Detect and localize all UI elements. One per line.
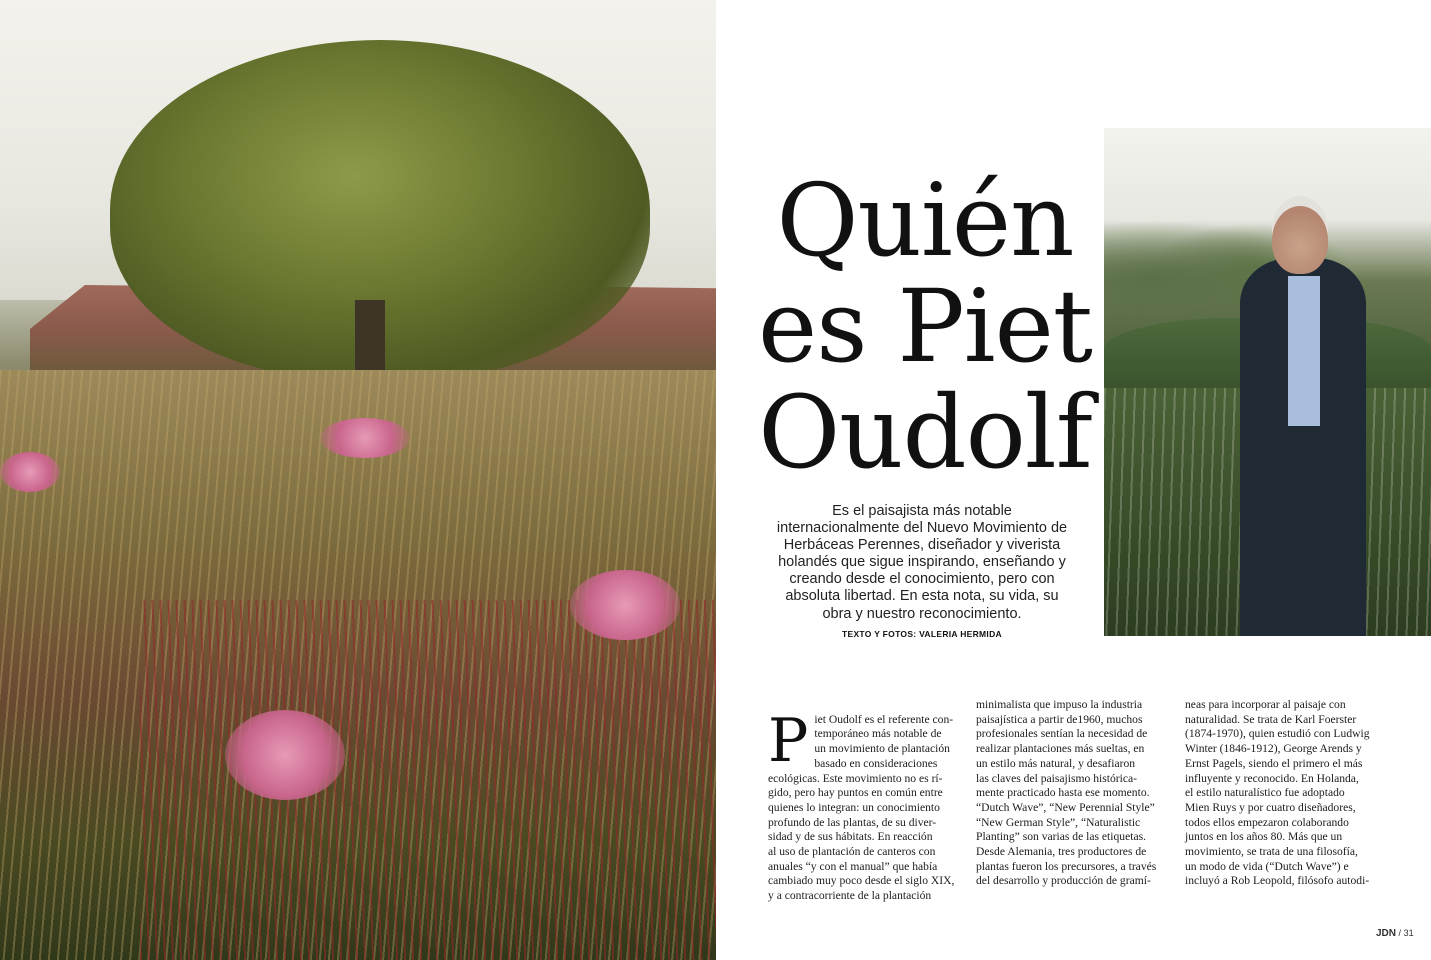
title-line-3: Oudolf [758, 374, 1092, 491]
folio-separator: / [1398, 928, 1402, 938]
portrait-photo [1104, 128, 1431, 636]
portrait-head [1272, 206, 1328, 274]
title-line-2: es Piet [758, 268, 1092, 385]
photo-flower [0, 452, 60, 492]
body-column-2: minimalista que impuso la industria paisajística a partir de1960, muchos profesionales sentían la necesidad de realizar plantaciones más sueltas, en un estilo más natural, y desafiaron las claves del paisajismo histórica- mente practicado hasta ese momento. “Dutch Wave”, “New Perennial Style” “New German Style”, “Naturalistic Planting” son varias de las etiquetas. Desde Alemania, tres productores de plantas fueron los precursores, a través del desarrollo y producción de gramí- [976, 698, 1157, 888]
article-lead: Es el paisajista más notable internacionalmente del Nuevo Movimiento de Herbáceas Perennes, diseñador y viverista holandés que sigue inspirando, enseñando y creando desde el conocimiento, pero con absoluta libertad. En esta nota, su vida, su obra y nuestro reconocimiento. [776, 503, 1068, 622]
magazine-logo: JDN [1376, 928, 1397, 939]
photo-red-grasses [140, 600, 716, 960]
portrait-shirt [1288, 276, 1320, 426]
photo-flower [320, 418, 410, 458]
article-title [750, 162, 1100, 491]
title-line-1: Quién [776, 162, 1074, 279]
article-credit: TEXTO Y FOTOS: VALERIA HERMIDA [842, 629, 1002, 639]
drop-cap: P [768, 705, 809, 776]
body-column-3: neas para incorporar al paisaje con naturalidad. Se trata de Karl Foerster (1874-1970), quien estudió con Ludwig Winter (1846-1912), George Arends y Ernst Pagels, siendo el primero el más influyente y reconocido. En Holanda, el estilo naturalístico fue adoptado Mien Ruys y por cuatro diseñadores, todos ellos empezaron colaborando juntos en los años 80. Más que un movimiento, se trata de una filosofía, un modo de vida (“Dutch Wave”) e incluyó a Rob Leopold, filósofo autodi- [1185, 698, 1370, 888]
body-column-1 [768, 698, 964, 904]
page-folio [1376, 928, 1414, 939]
body-column-1-text: iet Oudolf es el referente con- temporáneo más notable de un movimiento de plantación basado en consideraciones ecológicas. Este movimiento no es rí- gido, pero hay puntos en común entre quienes lo integran: un conocimiento profundo de las plantas, de su diver- sidad y de sus hábitats. En reacción al uso de plantación de canteros con anuales “y con el manual” que había cambiado muy poco desde el siglo XIX, y a contracorriente de la plantación [768, 712, 955, 903]
photo-flower [225, 710, 345, 800]
photo-flower [570, 570, 680, 640]
page-number: 31 [1403, 928, 1414, 938]
